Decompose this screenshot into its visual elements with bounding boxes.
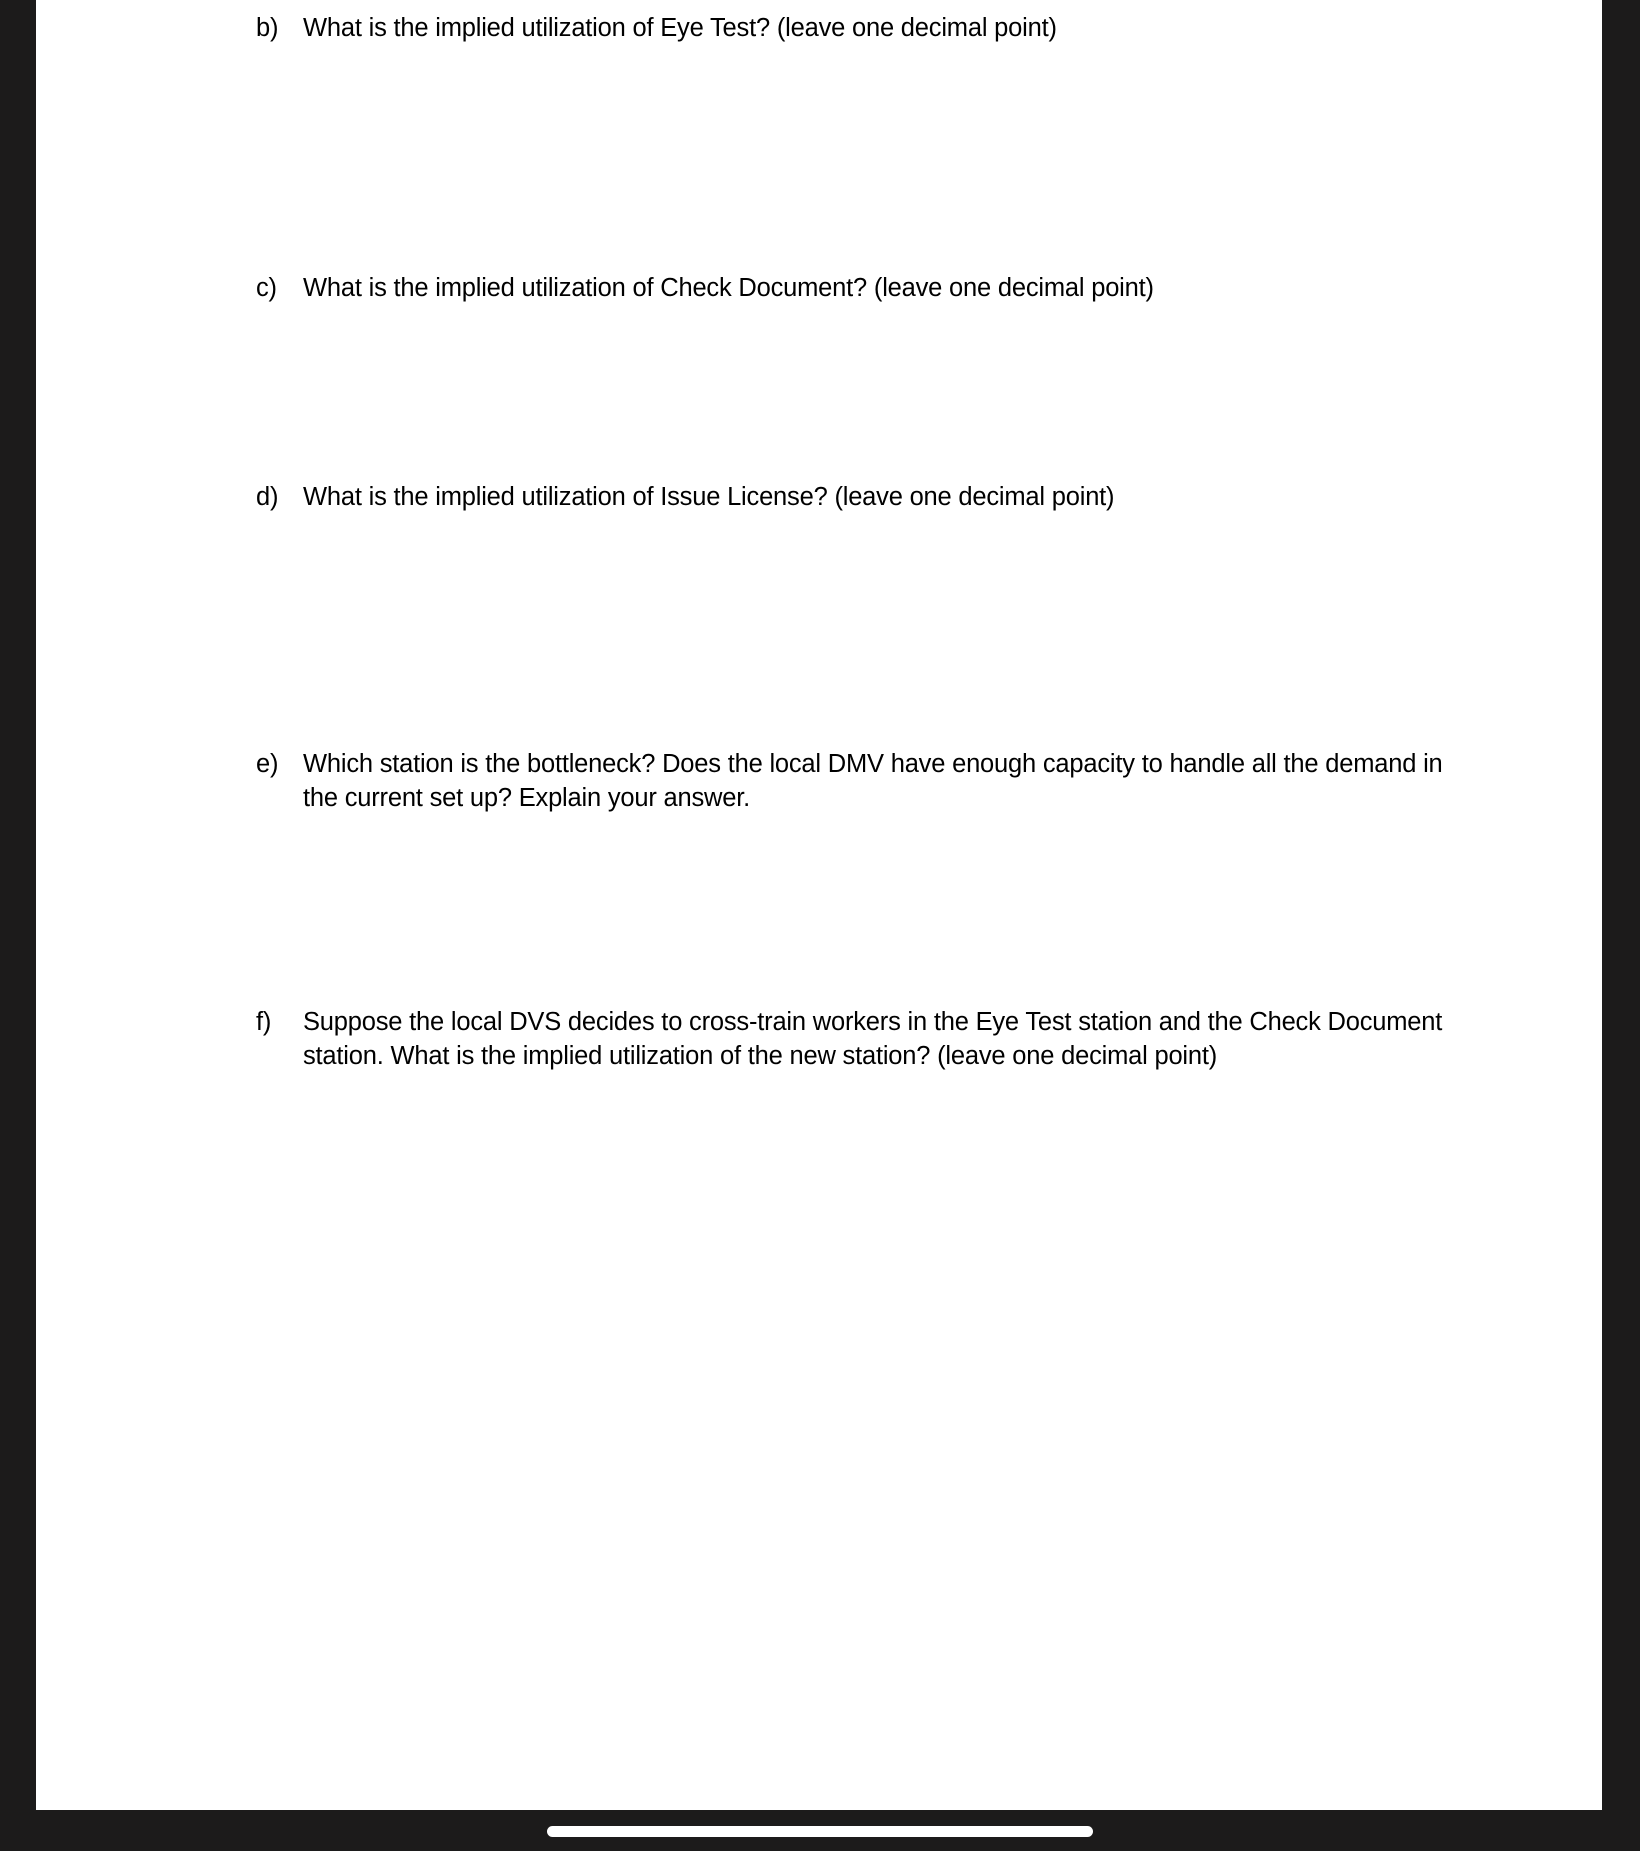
home-indicator-bar[interactable]: [547, 1826, 1093, 1837]
question-d: [256, 480, 1456, 514]
question-label: b): [256, 14, 279, 42]
question-f: [256, 1005, 1456, 1073]
question-e: [256, 747, 1456, 815]
question-text: What is the implied utilization of Check Document? (leave one decimal point): [303, 274, 1154, 302]
question-text: What is the implied utilization of Eye Test? (leave one decimal point): [303, 14, 1057, 42]
document-page: [36, 0, 1602, 1810]
question-text: What is the implied utilization of Issue License? (leave one decimal point): [303, 483, 1115, 511]
question-label: e): [256, 750, 279, 778]
question-text: Which station is the bottleneck? Does the local DMV have enough capacity to handle all the demand in the current set up? Explain your answer.: [303, 750, 1443, 812]
question-b: [256, 11, 1456, 45]
question-label: d): [256, 483, 279, 511]
question-text: Suppose the local DVS decides to cross-train workers in the Eye Test station and the Check Document station. What is the implied utilization of the new station? (leave one decimal point): [303, 1008, 1443, 1070]
question-label: c): [256, 274, 277, 302]
question-label: f): [256, 1008, 272, 1036]
question-c: [256, 271, 1456, 305]
